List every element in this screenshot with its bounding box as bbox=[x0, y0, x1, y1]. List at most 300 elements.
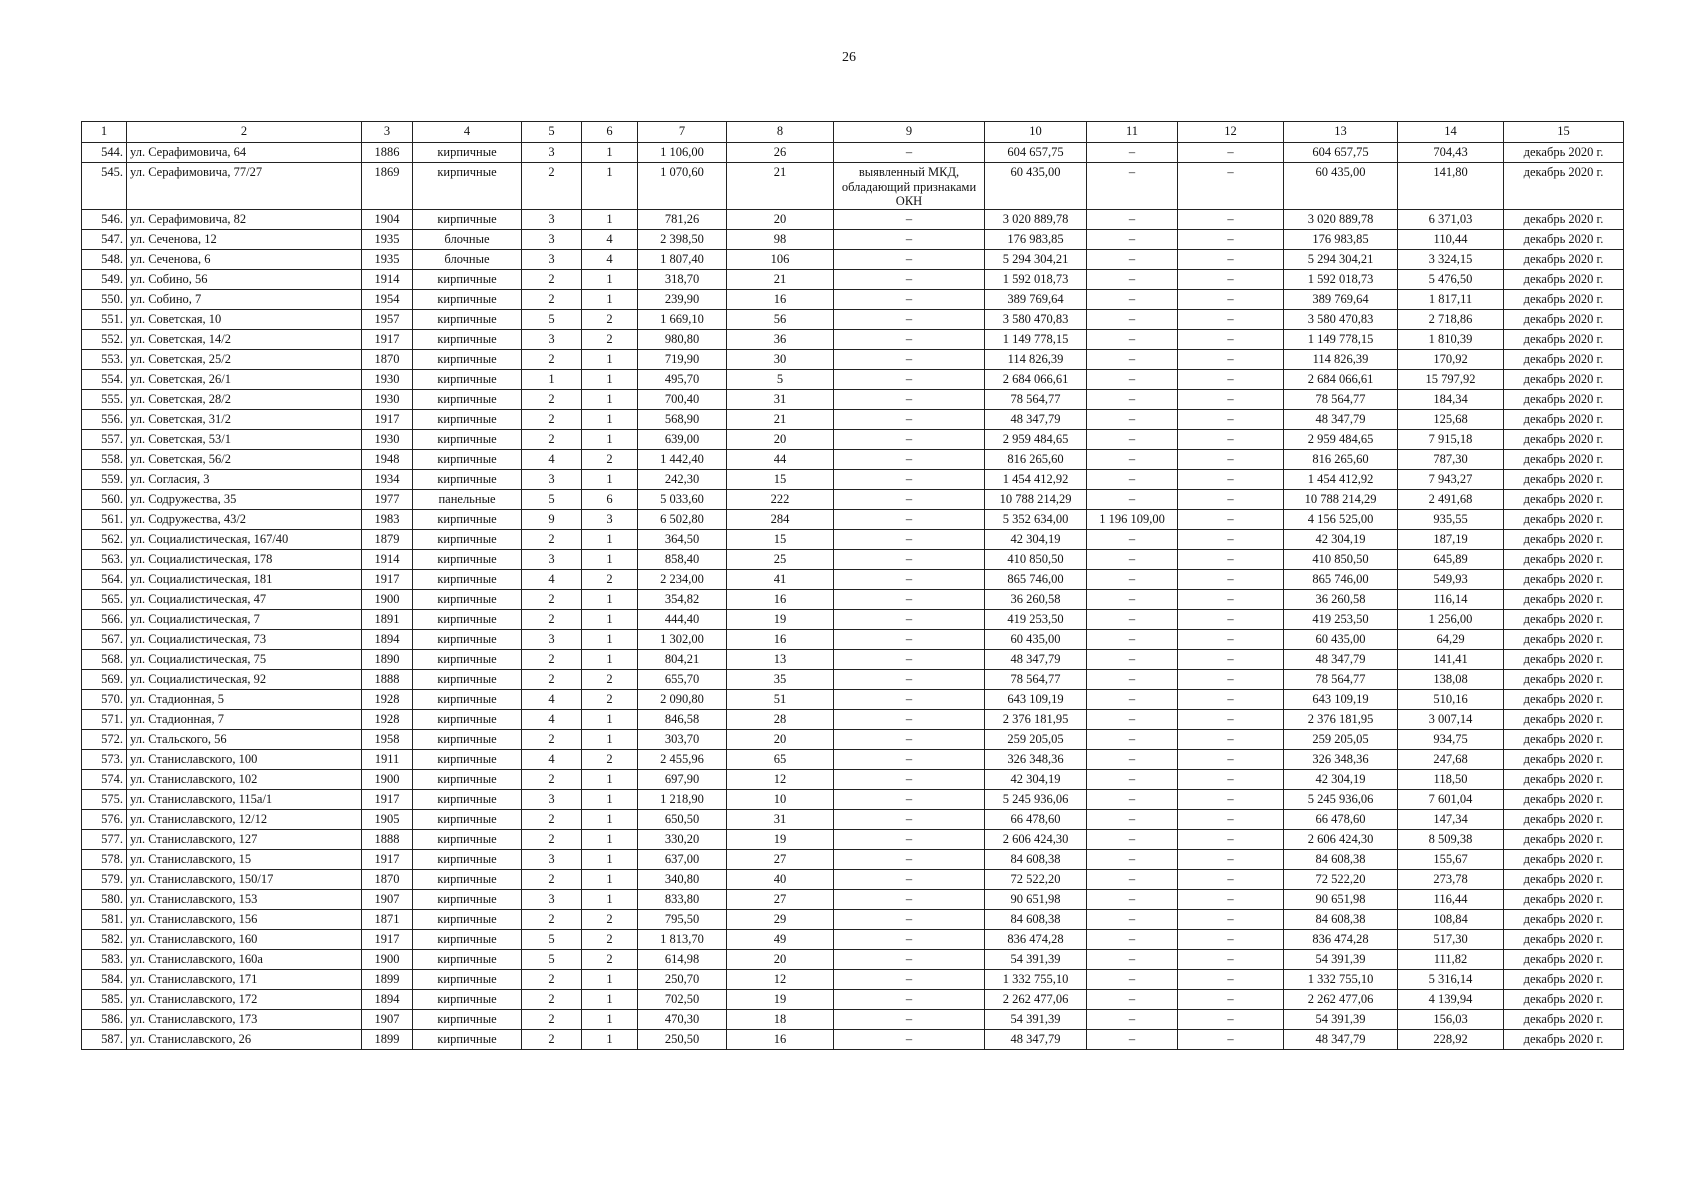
cell-residents: 21 bbox=[727, 409, 834, 429]
cell-note: – bbox=[834, 429, 985, 449]
cell-total-cost: 84 608,38 bbox=[985, 909, 1087, 929]
cell-address: ул. Социалистическая, 75 bbox=[127, 649, 362, 669]
cell-area: 6 502,80 bbox=[638, 509, 727, 529]
cell-cost-col-13: 48 347,79 bbox=[1284, 409, 1398, 429]
cell-row-number: 554. bbox=[82, 369, 127, 389]
cell-total-cost: 176 983,85 bbox=[985, 229, 1087, 249]
cell-cost-per-sqm: 116,44 bbox=[1398, 889, 1504, 909]
cell-wall-material: кирпичные bbox=[413, 749, 522, 769]
cell-address: ул. Сеченова, 12 bbox=[127, 229, 362, 249]
cell-total-cost: 60 435,00 bbox=[985, 163, 1087, 210]
cell-cost-col-12: – bbox=[1178, 409, 1284, 429]
cell-residents: 12 bbox=[727, 969, 834, 989]
cell-cost-col-11: – bbox=[1087, 389, 1178, 409]
cell-cost-per-sqm: 247,68 bbox=[1398, 749, 1504, 769]
cell-wall-material: кирпичные bbox=[413, 929, 522, 949]
cell-year-built: 1928 bbox=[362, 689, 413, 709]
cell-cost-col-13: 90 651,98 bbox=[1284, 889, 1398, 909]
cell-wall-material: кирпичные bbox=[413, 429, 522, 449]
cell-deadline: декабрь 2020 г. bbox=[1504, 1029, 1624, 1049]
cell-cost-per-sqm: 155,67 bbox=[1398, 849, 1504, 869]
cell-year-built: 1870 bbox=[362, 869, 413, 889]
cell-cost-col-12: – bbox=[1178, 549, 1284, 569]
cell-floors: 4 bbox=[522, 749, 582, 769]
cell-year-built: 1869 bbox=[362, 163, 413, 210]
cell-year-built: 1917 bbox=[362, 789, 413, 809]
cell-note: – bbox=[834, 649, 985, 669]
cell-deadline: декабрь 2020 г. bbox=[1504, 809, 1624, 829]
cell-entrances: 2 bbox=[582, 449, 638, 469]
cell-entrances: 1 bbox=[582, 869, 638, 889]
cell-note: – bbox=[834, 449, 985, 469]
cell-cost-col-13: 1 592 018,73 bbox=[1284, 269, 1398, 289]
table-row bbox=[82, 249, 1624, 269]
cell-entrances: 2 bbox=[582, 909, 638, 929]
cell-cost-col-11: – bbox=[1087, 809, 1178, 829]
column-header-6: 6 bbox=[582, 122, 638, 143]
cell-note: – bbox=[834, 289, 985, 309]
cell-residents: 31 bbox=[727, 809, 834, 829]
cell-total-cost: 66 478,60 bbox=[985, 809, 1087, 829]
cell-wall-material: кирпичные bbox=[413, 1029, 522, 1049]
cell-year-built: 1899 bbox=[362, 969, 413, 989]
cell-year-built: 1899 bbox=[362, 1029, 413, 1049]
cell-cost-col-11: 1 196 109,00 bbox=[1087, 509, 1178, 529]
cell-deadline: декабрь 2020 г. bbox=[1504, 749, 1624, 769]
cell-residents: 10 bbox=[727, 789, 834, 809]
cell-row-number: 561. bbox=[82, 509, 127, 529]
cell-address: ул. Сеченова, 6 bbox=[127, 249, 362, 269]
cell-area: 495,70 bbox=[638, 369, 727, 389]
cell-entrances: 1 bbox=[582, 769, 638, 789]
cell-total-cost: 3 580 470,83 bbox=[985, 309, 1087, 329]
cell-cost-col-11: – bbox=[1087, 569, 1178, 589]
cell-cost-col-11: – bbox=[1087, 429, 1178, 449]
cell-cost-per-sqm: 935,55 bbox=[1398, 509, 1504, 529]
table-row bbox=[82, 429, 1624, 449]
cell-cost-col-13: 643 109,19 bbox=[1284, 689, 1398, 709]
cell-cost-col-11: – bbox=[1087, 729, 1178, 749]
cell-year-built: 1891 bbox=[362, 609, 413, 629]
cell-cost-per-sqm: 111,82 bbox=[1398, 949, 1504, 969]
cell-cost-per-sqm: 517,30 bbox=[1398, 929, 1504, 949]
cell-year-built: 1917 bbox=[362, 849, 413, 869]
cell-row-number: 571. bbox=[82, 709, 127, 729]
cell-floors: 2 bbox=[522, 409, 582, 429]
cell-cost-col-11: – bbox=[1087, 449, 1178, 469]
cell-deadline: декабрь 2020 г. bbox=[1504, 509, 1624, 529]
cell-year-built: 1930 bbox=[362, 429, 413, 449]
cell-total-cost: 54 391,39 bbox=[985, 949, 1087, 969]
cell-residents: 27 bbox=[727, 889, 834, 909]
cell-total-cost: 1 149 778,15 bbox=[985, 329, 1087, 349]
cell-cost-col-13: 48 347,79 bbox=[1284, 649, 1398, 669]
cell-area: 318,70 bbox=[638, 269, 727, 289]
cell-address: ул. Советская, 31/2 bbox=[127, 409, 362, 429]
cell-note: – bbox=[834, 509, 985, 529]
cell-residents: 19 bbox=[727, 829, 834, 849]
cell-row-number: 570. bbox=[82, 689, 127, 709]
cell-row-number: 586. bbox=[82, 1009, 127, 1029]
cell-entrances: 4 bbox=[582, 229, 638, 249]
table-row bbox=[82, 729, 1624, 749]
cell-cost-col-11: – bbox=[1087, 669, 1178, 689]
cell-cost-col-12: – bbox=[1178, 249, 1284, 269]
table-row bbox=[82, 789, 1624, 809]
cell-entrances: 1 bbox=[582, 969, 638, 989]
cell-wall-material: кирпичные bbox=[413, 729, 522, 749]
cell-wall-material: кирпичные bbox=[413, 409, 522, 429]
cell-row-number: 552. bbox=[82, 329, 127, 349]
cell-cost-col-11: – bbox=[1087, 889, 1178, 909]
cell-area: 354,82 bbox=[638, 589, 727, 609]
cell-total-cost: 84 608,38 bbox=[985, 849, 1087, 869]
cell-cost-col-13: 10 788 214,29 bbox=[1284, 489, 1398, 509]
cell-cost-col-12: – bbox=[1178, 469, 1284, 489]
cell-floors: 5 bbox=[522, 309, 582, 329]
table-row bbox=[82, 669, 1624, 689]
cell-area: 833,80 bbox=[638, 889, 727, 909]
cell-area: 470,30 bbox=[638, 1009, 727, 1029]
cell-deadline: декабрь 2020 г. bbox=[1504, 609, 1624, 629]
cell-row-number: 587. bbox=[82, 1029, 127, 1049]
cell-cost-col-13: 78 564,77 bbox=[1284, 389, 1398, 409]
cell-note: – bbox=[834, 969, 985, 989]
cell-residents: 36 bbox=[727, 329, 834, 349]
table-row bbox=[82, 329, 1624, 349]
cell-address: ул. Социалистическая, 167/40 bbox=[127, 529, 362, 549]
cell-cost-col-12: – bbox=[1178, 389, 1284, 409]
cell-cost-col-13: 410 850,50 bbox=[1284, 549, 1398, 569]
cell-deadline: декабрь 2020 г. bbox=[1504, 1009, 1624, 1029]
cell-cost-per-sqm: 1 810,39 bbox=[1398, 329, 1504, 349]
cell-row-number: 568. bbox=[82, 649, 127, 669]
cell-cost-col-13: 5 245 936,06 bbox=[1284, 789, 1398, 809]
cell-cost-col-12: – bbox=[1178, 689, 1284, 709]
table-row bbox=[82, 569, 1624, 589]
cell-note: – bbox=[834, 1029, 985, 1049]
cell-cost-per-sqm: 5 476,50 bbox=[1398, 269, 1504, 289]
cell-address: ул. Стадионная, 5 bbox=[127, 689, 362, 709]
cell-entrances: 1 bbox=[582, 349, 638, 369]
cell-year-built: 1954 bbox=[362, 289, 413, 309]
cell-wall-material: кирпичные bbox=[413, 889, 522, 909]
cell-note: – bbox=[834, 409, 985, 429]
cell-residents: 21 bbox=[727, 269, 834, 289]
table-row bbox=[82, 689, 1624, 709]
cell-floors: 2 bbox=[522, 809, 582, 829]
table-row bbox=[82, 309, 1624, 329]
cell-residents: 56 bbox=[727, 309, 834, 329]
cell-address: ул. Станиславского, 12/12 bbox=[127, 809, 362, 829]
cell-wall-material: кирпичные bbox=[413, 163, 522, 210]
cell-total-cost: 114 826,39 bbox=[985, 349, 1087, 369]
cell-note: – bbox=[834, 143, 985, 163]
cell-cost-col-12: – bbox=[1178, 889, 1284, 909]
cell-residents: 65 bbox=[727, 749, 834, 769]
cell-residents: 284 bbox=[727, 509, 834, 529]
column-header-4: 4 bbox=[413, 122, 522, 143]
table-row bbox=[82, 989, 1624, 1009]
cell-floors: 3 bbox=[522, 889, 582, 909]
cell-total-cost: 48 347,79 bbox=[985, 409, 1087, 429]
table-row bbox=[82, 509, 1624, 529]
cell-cost-per-sqm: 108,84 bbox=[1398, 909, 1504, 929]
cell-cost-col-12: – bbox=[1178, 849, 1284, 869]
cell-floors: 2 bbox=[522, 989, 582, 1009]
cell-deadline: декабрь 2020 г. bbox=[1504, 369, 1624, 389]
cell-entrances: 1 bbox=[582, 529, 638, 549]
cell-wall-material: блочные bbox=[413, 229, 522, 249]
cell-floors: 9 bbox=[522, 509, 582, 529]
cell-entrances: 1 bbox=[582, 989, 638, 1009]
cell-cost-col-13: 2 376 181,95 bbox=[1284, 709, 1398, 729]
cell-address: ул. Социалистическая, 73 bbox=[127, 629, 362, 649]
cell-year-built: 1934 bbox=[362, 469, 413, 489]
cell-total-cost: 419 253,50 bbox=[985, 609, 1087, 629]
cell-total-cost: 78 564,77 bbox=[985, 389, 1087, 409]
cell-area: 2 234,00 bbox=[638, 569, 727, 589]
cell-cost-col-12: – bbox=[1178, 569, 1284, 589]
cell-deadline: декабрь 2020 г. bbox=[1504, 789, 1624, 809]
cell-wall-material: кирпичные bbox=[413, 849, 522, 869]
cell-entrances: 2 bbox=[582, 309, 638, 329]
cell-year-built: 1917 bbox=[362, 929, 413, 949]
column-header-3: 3 bbox=[362, 122, 413, 143]
column-header-11: 11 bbox=[1087, 122, 1178, 143]
cell-entrances: 1 bbox=[582, 549, 638, 569]
table-row bbox=[82, 389, 1624, 409]
cell-total-cost: 2 959 484,65 bbox=[985, 429, 1087, 449]
cell-cost-col-13: 865 746,00 bbox=[1284, 569, 1398, 589]
cell-cost-col-12: – bbox=[1178, 269, 1284, 289]
cell-wall-material: кирпичные bbox=[413, 449, 522, 469]
cell-area: 639,00 bbox=[638, 429, 727, 449]
cell-deadline: декабрь 2020 г. bbox=[1504, 249, 1624, 269]
table-row bbox=[82, 1009, 1624, 1029]
cell-cost-per-sqm: 228,92 bbox=[1398, 1029, 1504, 1049]
cell-total-cost: 60 435,00 bbox=[985, 629, 1087, 649]
cell-cost-col-13: 84 608,38 bbox=[1284, 909, 1398, 929]
table-row bbox=[82, 1029, 1624, 1049]
cell-year-built: 1888 bbox=[362, 669, 413, 689]
cell-deadline: декабрь 2020 г. bbox=[1504, 389, 1624, 409]
cell-year-built: 1917 bbox=[362, 409, 413, 429]
cell-cost-per-sqm: 187,19 bbox=[1398, 529, 1504, 549]
cell-address: ул. Социалистическая, 47 bbox=[127, 589, 362, 609]
cell-address: ул. Согласия, 3 bbox=[127, 469, 362, 489]
cell-deadline: декабрь 2020 г. bbox=[1504, 829, 1624, 849]
cell-note: – bbox=[834, 209, 985, 229]
cell-cost-col-13: 54 391,39 bbox=[1284, 1009, 1398, 1029]
cell-cost-col-12: – bbox=[1178, 589, 1284, 609]
cell-area: 655,70 bbox=[638, 669, 727, 689]
cell-entrances: 1 bbox=[582, 809, 638, 829]
cell-wall-material: кирпичные bbox=[413, 389, 522, 409]
cell-deadline: декабрь 2020 г. bbox=[1504, 589, 1624, 609]
cell-residents: 13 bbox=[727, 649, 834, 669]
table-row bbox=[82, 143, 1624, 163]
cell-note: – bbox=[834, 809, 985, 829]
cell-wall-material: кирпичные bbox=[413, 209, 522, 229]
cell-year-built: 1914 bbox=[362, 269, 413, 289]
cell-cost-col-11: – bbox=[1087, 209, 1178, 229]
cell-total-cost: 604 657,75 bbox=[985, 143, 1087, 163]
cell-residents: 21 bbox=[727, 163, 834, 210]
cell-cost-col-13: 1 332 755,10 bbox=[1284, 969, 1398, 989]
cell-note: – bbox=[834, 869, 985, 889]
cell-area: 444,40 bbox=[638, 609, 727, 629]
cell-row-number: 549. bbox=[82, 269, 127, 289]
table-row bbox=[82, 769, 1624, 789]
cell-cost-col-12: – bbox=[1178, 729, 1284, 749]
cell-total-cost: 1 454 412,92 bbox=[985, 469, 1087, 489]
cell-cost-col-13: 36 260,58 bbox=[1284, 589, 1398, 609]
cell-cost-col-12: – bbox=[1178, 649, 1284, 669]
cell-note: – bbox=[834, 549, 985, 569]
cell-cost-per-sqm: 645,89 bbox=[1398, 549, 1504, 569]
cell-area: 702,50 bbox=[638, 989, 727, 1009]
table-row bbox=[82, 549, 1624, 569]
cell-floors: 3 bbox=[522, 629, 582, 649]
table-row bbox=[82, 969, 1624, 989]
cell-total-cost: 326 348,36 bbox=[985, 749, 1087, 769]
cell-cost-col-13: 1 149 778,15 bbox=[1284, 329, 1398, 349]
cell-cost-col-11: – bbox=[1087, 529, 1178, 549]
cell-address: ул. Станиславского, 171 bbox=[127, 969, 362, 989]
cell-cost-col-12: – bbox=[1178, 529, 1284, 549]
cell-cost-per-sqm: 3 324,15 bbox=[1398, 249, 1504, 269]
cell-note: – bbox=[834, 989, 985, 1009]
cell-total-cost: 5 245 936,06 bbox=[985, 789, 1087, 809]
cell-year-built: 1948 bbox=[362, 449, 413, 469]
cell-row-number: 580. bbox=[82, 889, 127, 909]
cell-floors: 3 bbox=[522, 229, 582, 249]
cell-cost-col-11: – bbox=[1087, 869, 1178, 889]
cell-deadline: декабрь 2020 г. bbox=[1504, 849, 1624, 869]
cell-deadline: декабрь 2020 г. bbox=[1504, 143, 1624, 163]
cell-floors: 2 bbox=[522, 609, 582, 629]
cell-year-built: 1928 bbox=[362, 709, 413, 729]
cell-residents: 31 bbox=[727, 389, 834, 409]
cell-address: ул. Станиславского, 173 bbox=[127, 1009, 362, 1029]
cell-deadline: декабрь 2020 г. bbox=[1504, 163, 1624, 210]
cell-residents: 16 bbox=[727, 289, 834, 309]
cell-address: ул. Советская, 53/1 bbox=[127, 429, 362, 449]
cell-note: – bbox=[834, 769, 985, 789]
cell-cost-per-sqm: 2 491,68 bbox=[1398, 489, 1504, 509]
cell-floors: 3 bbox=[522, 249, 582, 269]
cell-row-number: 563. bbox=[82, 549, 127, 569]
cell-cost-col-13: 5 294 304,21 bbox=[1284, 249, 1398, 269]
cell-address: ул. Станиславского, 153 bbox=[127, 889, 362, 909]
cell-address: ул. Собино, 56 bbox=[127, 269, 362, 289]
cell-wall-material: кирпичные bbox=[413, 469, 522, 489]
cell-cost-col-11: – bbox=[1087, 309, 1178, 329]
cell-year-built: 1900 bbox=[362, 589, 413, 609]
cell-cost-col-13: 60 435,00 bbox=[1284, 163, 1398, 210]
cell-cost-per-sqm: 110,44 bbox=[1398, 229, 1504, 249]
cell-cost-col-13: 66 478,60 bbox=[1284, 809, 1398, 829]
cell-cost-col-12: – bbox=[1178, 1029, 1284, 1049]
cell-address: ул. Станиславского, 150/17 bbox=[127, 869, 362, 889]
cell-row-number: 565. bbox=[82, 589, 127, 609]
cell-total-cost: 836 474,28 bbox=[985, 929, 1087, 949]
cell-cost-per-sqm: 8 509,38 bbox=[1398, 829, 1504, 849]
cell-wall-material: кирпичные bbox=[413, 789, 522, 809]
cell-address: ул. Серафимовича, 82 bbox=[127, 209, 362, 229]
cell-year-built: 1935 bbox=[362, 249, 413, 269]
cell-total-cost: 410 850,50 bbox=[985, 549, 1087, 569]
cell-entrances: 6 bbox=[582, 489, 638, 509]
cell-deadline: декабрь 2020 г. bbox=[1504, 269, 1624, 289]
cell-residents: 25 bbox=[727, 549, 834, 569]
cell-deadline: декабрь 2020 г. bbox=[1504, 289, 1624, 309]
table-row bbox=[82, 869, 1624, 889]
cell-cost-col-11: – bbox=[1087, 549, 1178, 569]
cell-row-number: 545. bbox=[82, 163, 127, 210]
cell-wall-material: кирпичные bbox=[413, 589, 522, 609]
cell-entrances: 1 bbox=[582, 729, 638, 749]
cell-area: 250,50 bbox=[638, 1029, 727, 1049]
cell-year-built: 1917 bbox=[362, 329, 413, 349]
cell-cost-col-13: 2 606 424,30 bbox=[1284, 829, 1398, 849]
cell-entrances: 1 bbox=[582, 429, 638, 449]
cell-cost-col-12: – bbox=[1178, 209, 1284, 229]
cell-row-number: 556. bbox=[82, 409, 127, 429]
table-row bbox=[82, 909, 1624, 929]
cell-note: – bbox=[834, 489, 985, 509]
cell-deadline: декабрь 2020 г. bbox=[1504, 729, 1624, 749]
table-row bbox=[82, 749, 1624, 769]
cell-cost-col-12: – bbox=[1178, 809, 1284, 829]
cell-row-number: 584. bbox=[82, 969, 127, 989]
cell-entrances: 2 bbox=[582, 749, 638, 769]
cell-cost-per-sqm: 141,41 bbox=[1398, 649, 1504, 669]
cell-wall-material: кирпичные bbox=[413, 669, 522, 689]
cell-floors: 2 bbox=[522, 163, 582, 210]
cell-row-number: 557. bbox=[82, 429, 127, 449]
cell-floors: 2 bbox=[522, 349, 582, 369]
column-header-2: 2 bbox=[127, 122, 362, 143]
cell-total-cost: 865 746,00 bbox=[985, 569, 1087, 589]
cell-cost-col-11: – bbox=[1087, 949, 1178, 969]
cell-year-built: 1886 bbox=[362, 143, 413, 163]
cell-deadline: декабрь 2020 г. bbox=[1504, 309, 1624, 329]
cell-entrances: 2 bbox=[582, 569, 638, 589]
cell-cost-col-11: – bbox=[1087, 249, 1178, 269]
table-row bbox=[82, 469, 1624, 489]
cell-cost-col-13: 419 253,50 bbox=[1284, 609, 1398, 629]
cell-floors: 5 bbox=[522, 489, 582, 509]
cell-cost-col-11: – bbox=[1087, 989, 1178, 1009]
cell-floors: 4 bbox=[522, 689, 582, 709]
cell-note: – bbox=[834, 349, 985, 369]
cell-floors: 2 bbox=[522, 1029, 582, 1049]
cell-cost-col-13: 42 304,19 bbox=[1284, 769, 1398, 789]
cell-cost-col-12: – bbox=[1178, 289, 1284, 309]
cell-address: ул. Советская, 28/2 bbox=[127, 389, 362, 409]
cell-floors: 2 bbox=[522, 1009, 582, 1029]
cell-cost-col-11: – bbox=[1087, 1029, 1178, 1049]
cell-cost-col-12: – bbox=[1178, 509, 1284, 529]
cell-cost-col-11: – bbox=[1087, 829, 1178, 849]
cell-note: – bbox=[834, 889, 985, 909]
cell-entrances: 4 bbox=[582, 249, 638, 269]
table-row bbox=[82, 649, 1624, 669]
cell-address: ул. Содружества, 43/2 bbox=[127, 509, 362, 529]
cell-note: – bbox=[834, 929, 985, 949]
